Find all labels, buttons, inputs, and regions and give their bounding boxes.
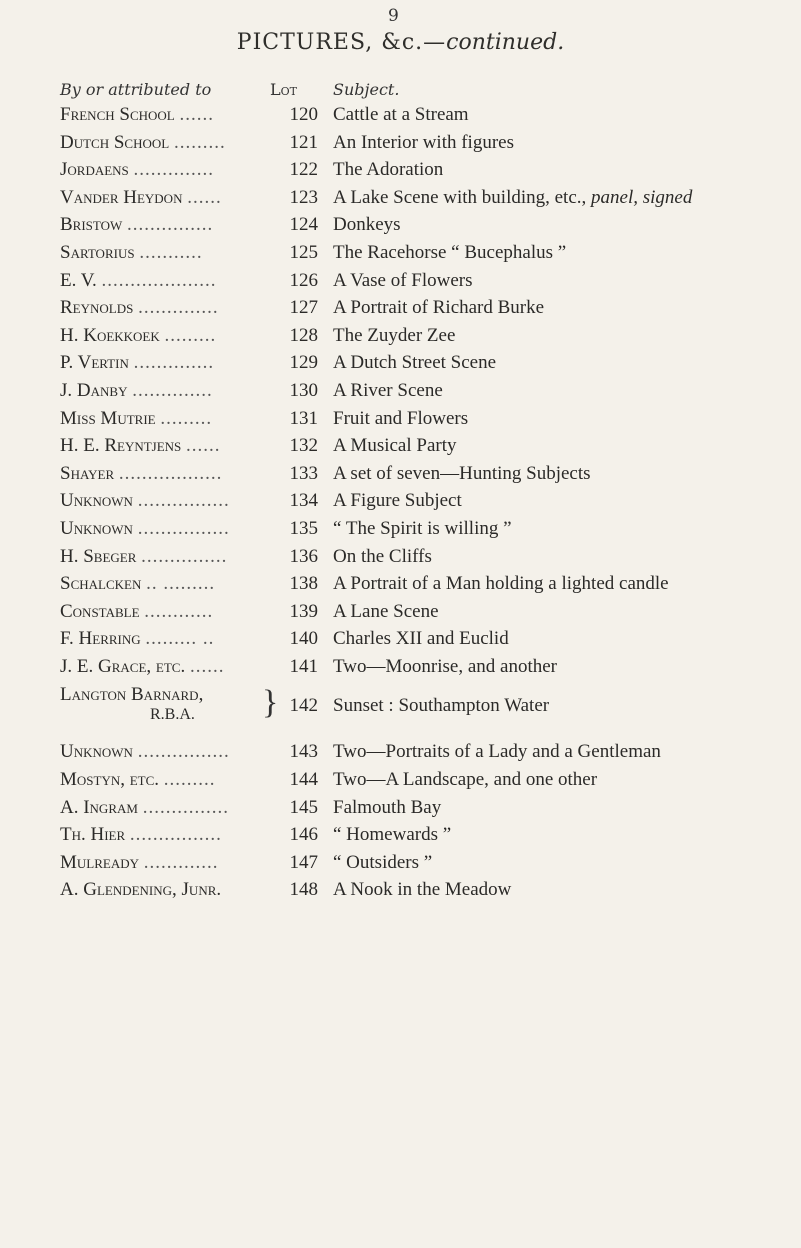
artist-name	[60, 408, 280, 430]
page-number: 9	[388, 6, 399, 26]
artist-name	[60, 490, 280, 512]
artist-text: Mulready	[60, 851, 139, 873]
artist-name	[60, 628, 280, 650]
subject-text	[333, 408, 793, 430]
artist-text: H. E. Reyntjens	[60, 435, 182, 457]
leader-dots: ..................	[118, 462, 223, 484]
list-item	[0, 852, 801, 880]
leader-dots: ..............	[132, 379, 213, 401]
list-item	[0, 824, 801, 852]
artist-text: A. Ingram	[60, 796, 138, 818]
subject-main: Cattle at a Stream	[333, 104, 469, 125]
artist-text: P. Vertin	[60, 352, 129, 374]
subject-main: The Adoration	[333, 159, 444, 181]
subject-main: A Portrait of Richard Burke	[333, 297, 545, 319]
lot-number: 140	[289, 628, 318, 650]
artist-text: Schalcken	[60, 573, 142, 595]
leader-dots: ................	[137, 517, 230, 539]
subject-text	[333, 352, 793, 374]
artist-text: J. E. Grace, etc.	[60, 655, 186, 677]
list-item	[0, 270, 801, 298]
subject-text	[333, 270, 793, 292]
artist-text: Langton Barnard,	[60, 685, 204, 706]
leader-dots: ................	[137, 490, 230, 512]
lot-number: 145	[289, 796, 318, 818]
artist-text: Miss Mutrie	[60, 407, 156, 429]
subject-main: Sunset : Southampton Water	[333, 695, 550, 717]
list-item	[0, 879, 801, 907]
subject-main: “ Homewards ”	[333, 824, 452, 846]
lot-number: 129	[289, 352, 318, 374]
lot-number: 122	[289, 159, 318, 181]
lot-number: 135	[289, 517, 318, 539]
lot-number: 136	[289, 545, 318, 567]
lot-number: 131	[289, 407, 318, 429]
subject-main: Charles XII and Euclid	[333, 628, 509, 650]
column-header-artist: By or attributed to	[60, 80, 212, 99]
subject-text	[333, 769, 793, 791]
subject-text	[333, 380, 793, 402]
list-item	[0, 656, 801, 684]
artist-name	[60, 852, 280, 874]
artist-text: Unknown	[60, 741, 133, 763]
leader-dots: ..............	[133, 352, 215, 374]
list-item	[0, 741, 801, 769]
subject-italic-note: panel, signed	[586, 186, 693, 208]
artist-name	[60, 435, 280, 457]
lot-number: 143	[289, 741, 318, 763]
subject-main: A Figure Subject	[333, 490, 462, 512]
artist-name	[60, 601, 280, 623]
leader-dots: ...............	[142, 796, 229, 818]
page-heading	[0, 30, 801, 55]
subject-text	[333, 695, 793, 717]
artist-name	[60, 656, 280, 678]
leader-dots: .............	[143, 851, 219, 873]
list-item	[0, 352, 801, 380]
subject-main: An Interior with figures	[333, 131, 514, 153]
artist-name	[60, 463, 280, 485]
subject-main: Donkeys	[333, 214, 401, 236]
heading-continued: continued.	[446, 30, 565, 55]
artist-text: H. Sbeger	[60, 545, 137, 567]
leader-dots: .........	[173, 131, 226, 153]
lot-number: 144	[289, 769, 318, 791]
list-item	[0, 297, 801, 325]
artist-name	[60, 518, 280, 540]
artist-text: Vander Heydon	[60, 186, 183, 208]
list-item	[0, 769, 801, 797]
lot-number: 127	[289, 297, 318, 319]
subject-text	[333, 628, 793, 650]
list-item	[0, 573, 801, 601]
subject-text	[333, 741, 793, 763]
subject-main: On the Cliffs	[333, 545, 432, 567]
artist-name	[60, 242, 280, 264]
list-item	[0, 490, 801, 518]
lot-number: 124	[289, 214, 318, 236]
artist-text: French School	[60, 104, 175, 125]
list-item	[0, 601, 801, 629]
list-item	[0, 132, 801, 160]
subject-main: “ Outsiders ”	[333, 851, 433, 873]
artist-name	[60, 741, 280, 763]
subject-text	[333, 490, 793, 512]
artist-text: J. Danby	[60, 379, 128, 401]
artist-name	[60, 797, 280, 819]
lot-number: 125	[289, 241, 318, 263]
leader-dots: ................	[137, 741, 230, 763]
leader-dots: ..............	[138, 297, 219, 319]
lot-number: 139	[289, 600, 318, 622]
artist-name	[60, 824, 280, 846]
subject-text	[333, 797, 793, 819]
subject-main: A Dutch Street Scene	[333, 352, 497, 374]
subject-main: A Vase of Flowers	[333, 269, 473, 291]
catalogue-list	[0, 104, 801, 907]
artist-text: E. V.	[60, 269, 97, 291]
leader-dots: ....................	[101, 269, 217, 291]
subject-main: “ The Spirit is willing ”	[333, 517, 512, 539]
artist-name	[60, 104, 280, 126]
subject-text	[333, 435, 793, 457]
list-item	[0, 546, 801, 574]
subject-main: The Racehorse “ Bucephalus ”	[333, 241, 567, 263]
artist-name	[60, 297, 280, 319]
subject-text	[333, 852, 793, 874]
subject-main: Falmouth Bay	[333, 796, 442, 818]
leader-dots: ...........	[139, 241, 203, 263]
leader-dots: ..............	[133, 159, 215, 181]
leader-dots: ...............	[127, 214, 214, 236]
list-item	[0, 435, 801, 463]
leader-dots: ......	[189, 655, 225, 677]
lot-number: 120	[289, 104, 318, 125]
artist-name	[60, 879, 280, 901]
column-header-lot: Lot	[270, 80, 297, 99]
list-item	[0, 242, 801, 270]
leader-dots: ...............	[141, 545, 228, 567]
artist-name	[60, 214, 280, 236]
brace-glyph: }	[262, 684, 279, 722]
lot-number: 146	[289, 824, 318, 846]
subject-text	[333, 824, 793, 846]
subject-text	[333, 573, 793, 595]
subject-text	[333, 546, 793, 568]
column-header-subject: Subject.	[333, 80, 400, 99]
leader-dots: .. .........	[146, 573, 216, 595]
artist-text: H. Koekkoek	[60, 324, 160, 346]
artist-text: Unknown	[60, 490, 133, 512]
heading-main: PICTURES, &c.—	[236, 30, 447, 55]
lot-number: 134	[289, 490, 318, 512]
subject-text	[333, 242, 793, 264]
leader-dots: ................	[129, 824, 222, 846]
subject-text	[333, 132, 793, 154]
artist-name	[60, 546, 280, 568]
leader-dots: ......	[186, 435, 221, 457]
list-item	[0, 797, 801, 825]
artist-text: Th. Hier	[60, 824, 126, 846]
subject-text	[333, 214, 793, 236]
artist-name	[60, 352, 280, 374]
subject-text	[333, 325, 793, 347]
leader-dots: ......	[187, 186, 222, 208]
subject-main: A Lake Scene with building, etc.,	[333, 186, 587, 208]
artist-text: Reynolds	[60, 297, 134, 319]
leader-dots: .........	[164, 324, 217, 346]
artist-name	[60, 380, 280, 402]
subject-main: A Lane Scene	[333, 600, 439, 622]
subject-text	[333, 656, 793, 678]
list-item	[0, 159, 801, 187]
leader-dots: .........	[163, 769, 216, 791]
subject-main: A Nook in the Meadow	[333, 879, 512, 901]
lot-number: 126	[289, 269, 318, 291]
subject-main: The Zuyder Zee	[333, 324, 456, 346]
lot-number: 128	[289, 324, 318, 346]
lot-number: 133	[289, 462, 318, 484]
artist-suffix: R.B.A.	[150, 706, 195, 724]
lot-number: 141	[289, 655, 318, 677]
subject-main: A set of seven—Hunting Subjects	[333, 462, 591, 484]
lot-number: 142	[289, 695, 318, 717]
list-item	[0, 187, 801, 215]
subject-text	[333, 187, 793, 209]
subject-main: Two—Moonrise, and another	[333, 655, 557, 677]
subject-text	[333, 601, 793, 623]
list-item	[0, 463, 801, 491]
list-item	[0, 214, 801, 242]
leader-dots: ......... ..	[145, 628, 215, 650]
list-item	[0, 408, 801, 436]
artist-text: Unknown	[60, 517, 133, 539]
artist-name	[60, 769, 280, 791]
artist-name	[60, 132, 280, 154]
subject-text	[333, 463, 793, 485]
subject-main: Two—A Landscape, and one other	[333, 769, 598, 791]
artist-text: A. Glendening, Junr.	[60, 879, 222, 901]
artist-text: Constable	[60, 600, 140, 622]
artist-text: F. Herring	[60, 628, 141, 650]
lot-number: 123	[289, 186, 318, 208]
subject-text	[333, 518, 793, 540]
subject-main: Fruit and Flowers	[333, 407, 469, 429]
list-item	[0, 380, 801, 408]
artist-text: Shayer	[60, 462, 115, 484]
artist-text: Dutch School	[60, 131, 170, 153]
subject-main: A River Scene	[333, 379, 443, 401]
lot-number: 148	[289, 879, 318, 901]
list-item	[0, 325, 801, 353]
leader-dots: .........	[160, 407, 213, 429]
subject-text	[333, 297, 793, 319]
subject-main: A Portrait of a Man holding a lighted candle	[333, 573, 669, 595]
artist-name	[60, 685, 280, 725]
lot-number: 132	[289, 435, 318, 457]
subject-text	[333, 879, 793, 901]
list-item	[0, 683, 801, 741]
artist-text: Mostyn, etc.	[60, 769, 160, 791]
artist-text: Jordaens	[60, 159, 129, 181]
list-item	[0, 518, 801, 546]
artist-name	[60, 573, 280, 595]
leader-dots: ......	[179, 104, 214, 125]
artist-text: Bristow	[60, 214, 123, 236]
artist-name	[60, 270, 280, 292]
subject-text	[333, 104, 793, 126]
lot-number: 130	[289, 379, 318, 401]
lot-number: 121	[289, 131, 318, 153]
artist-name	[60, 159, 280, 181]
subject-text	[333, 159, 793, 181]
list-item	[0, 104, 801, 132]
list-item	[0, 628, 801, 656]
artist-text: Sartorius	[60, 241, 135, 263]
subject-main: A Musical Party	[333, 435, 457, 457]
subject-main: Two—Portraits of a Lady and a Gentleman	[333, 741, 661, 763]
artist-name	[60, 325, 280, 347]
lot-number: 138	[289, 573, 318, 595]
leader-dots: ............	[144, 600, 214, 622]
artist-name	[60, 187, 280, 209]
lot-number: 147	[289, 851, 318, 873]
